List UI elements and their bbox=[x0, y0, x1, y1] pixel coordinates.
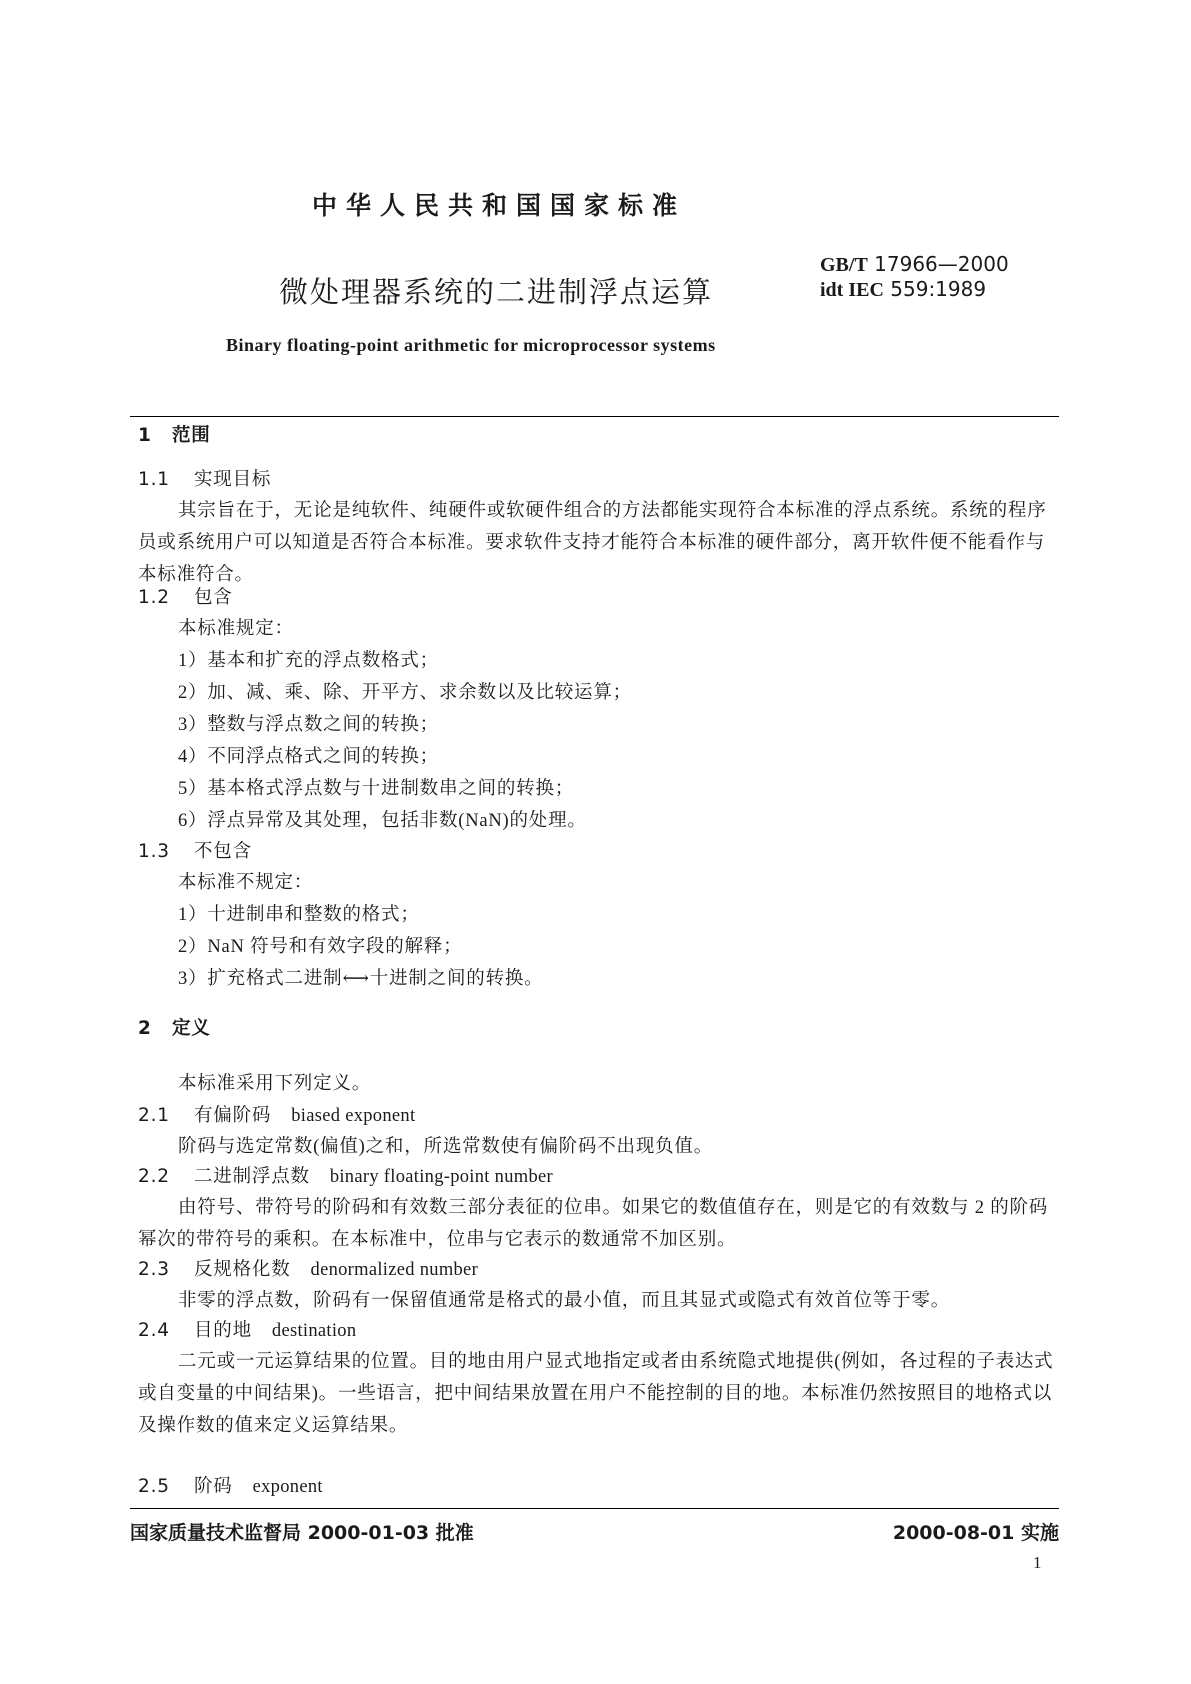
definition-2-5-heading bbox=[138, 1475, 323, 1499]
section-number: 1.1 bbox=[138, 469, 170, 490]
list-intro: 本标准规定： bbox=[178, 619, 294, 639]
section-title: 范围 bbox=[172, 425, 211, 446]
section-2-intro: 本标准采用下列定义。 bbox=[178, 1074, 372, 1094]
definition-2-3-heading bbox=[138, 1258, 478, 1282]
section-title: 包含 bbox=[194, 587, 233, 608]
definition-term: 目的地 bbox=[194, 1320, 252, 1341]
definition-term: 有偏阶码 bbox=[194, 1105, 272, 1126]
definition-2-2-heading bbox=[138, 1165, 553, 1189]
list-item: 2）加、减、乘、除、开平方、求余数以及比较运算； bbox=[178, 683, 632, 703]
definition-term-en: binary floating-point number bbox=[329, 1167, 553, 1187]
implementation-date: 2000-08-01 实施 bbox=[892, 1522, 1059, 1544]
definition-term-en: exponent bbox=[252, 1477, 323, 1497]
definition-term-en: denormalized number bbox=[310, 1260, 479, 1280]
approval-info: 国家质量技术监督局 2000-01-03 批准 bbox=[130, 1522, 474, 1544]
section-number: 2 bbox=[138, 1018, 152, 1039]
definition-2-4-heading bbox=[138, 1319, 356, 1343]
section-1-3-heading bbox=[138, 840, 252, 864]
section-title: 实现目标 bbox=[194, 469, 272, 490]
definition-number: 2.1 bbox=[138, 1105, 170, 1126]
list-item: 3）整数与浮点数之间的转换； bbox=[178, 715, 439, 735]
std-prefix: GB/T bbox=[820, 254, 868, 276]
section-1-2-heading bbox=[138, 586, 233, 610]
list-item: 6）浮点异常及其处理，包括非数(NaN)的处理。 bbox=[178, 811, 587, 831]
section-number: 1.2 bbox=[138, 587, 170, 608]
definition-term: 二进制浮点数 bbox=[194, 1166, 310, 1187]
definition-2-1-heading bbox=[138, 1104, 415, 1128]
list-item: 5）基本格式浮点数与十进制数串之间的转换； bbox=[178, 779, 575, 799]
section-number: 1.3 bbox=[138, 841, 170, 862]
definition-number: 2.4 bbox=[138, 1320, 170, 1341]
section-title: 定义 bbox=[172, 1018, 211, 1039]
std-number: 17966—2000 bbox=[874, 252, 1009, 276]
definition-2-3-text: 非零的浮点数，阶码有一保留值通常是格式的最小值，而且其显式或隐式有效首位等于零。 bbox=[178, 1291, 951, 1311]
list-item: 1）十进制串和整数的格式； bbox=[178, 905, 420, 925]
definition-2-2-text: 由符号、带符号的阶码和有效数三部分表征的位串。如果它的数值值存在，则是它的有效数与 2 的阶码幂次的带符号的乘积。在本标准中，位串与它表示的数通常不加区别。 bbox=[138, 1198, 1049, 1250]
definition-2-4-text: 二元或一元运算结果的位置。目的地由用户显式地指定或者由系统隐式地提供(例如，各过程的子表达式或自变量的中间结果)。一些语言，把中间结果放置在用户不能控制的目的地。本标准仍然按照目的地格式以及操作数的值来定义运算结果。 bbox=[138, 1352, 1054, 1436]
idt-prefix: idt IEC bbox=[820, 279, 884, 301]
section-title: 不包含 bbox=[194, 841, 252, 862]
list-item: 2）NaN 符号和有效字段的解释； bbox=[178, 937, 463, 957]
list-intro: 本标准不规定： bbox=[178, 873, 314, 893]
idt-number: 559:1989 bbox=[890, 277, 987, 301]
definition-term: 阶码 bbox=[194, 1476, 233, 1497]
definition-term-en: biased exponent bbox=[291, 1106, 416, 1126]
national-standard-heading: 中华人民共和国国家标准 bbox=[312, 191, 687, 220]
section-2-heading bbox=[138, 1017, 211, 1041]
english-title: Binary floating-point arithmetic for microprocessor systems bbox=[226, 335, 716, 355]
section-1-1-heading bbox=[138, 468, 271, 492]
page-number: 1 bbox=[1033, 1553, 1042, 1572]
definition-term-en: destination bbox=[271, 1321, 357, 1341]
header-divider bbox=[130, 416, 1059, 417]
definition-2-1-text: 阶码与选定常数(偏值)之和，所选常数使有偏阶码不出现负值。 bbox=[178, 1137, 714, 1157]
definition-term: 反规格化数 bbox=[194, 1259, 291, 1280]
list-item: 4）不同浮点格式之间的转换； bbox=[178, 747, 439, 767]
definition-number: 2.5 bbox=[138, 1476, 170, 1497]
list-item: 1）基本和扩充的浮点数格式； bbox=[178, 651, 439, 671]
section-1-heading bbox=[138, 424, 211, 448]
document-title: 微处理器系统的二进制浮点运算 bbox=[279, 275, 714, 309]
standard-identifier bbox=[820, 252, 1009, 302]
section-1-1-paragraph: 其宗旨在于，无论是纯软件、纯硬件或软硬件组合的方法都能实现符合本标准的浮点系统。系统的程序员或系统用户可以知道是否符合本标准。要求软件支持才能符合本标准的硬件部分，离开软件便不能看作与本标准符合。 bbox=[138, 501, 1047, 585]
definition-number: 2.2 bbox=[138, 1166, 170, 1187]
list-item: 3）扩充格式二进制⟷十进制之间的转换。 bbox=[178, 969, 544, 989]
definition-number: 2.3 bbox=[138, 1259, 170, 1280]
section-number: 1 bbox=[138, 425, 152, 446]
footer-divider bbox=[130, 1508, 1059, 1509]
